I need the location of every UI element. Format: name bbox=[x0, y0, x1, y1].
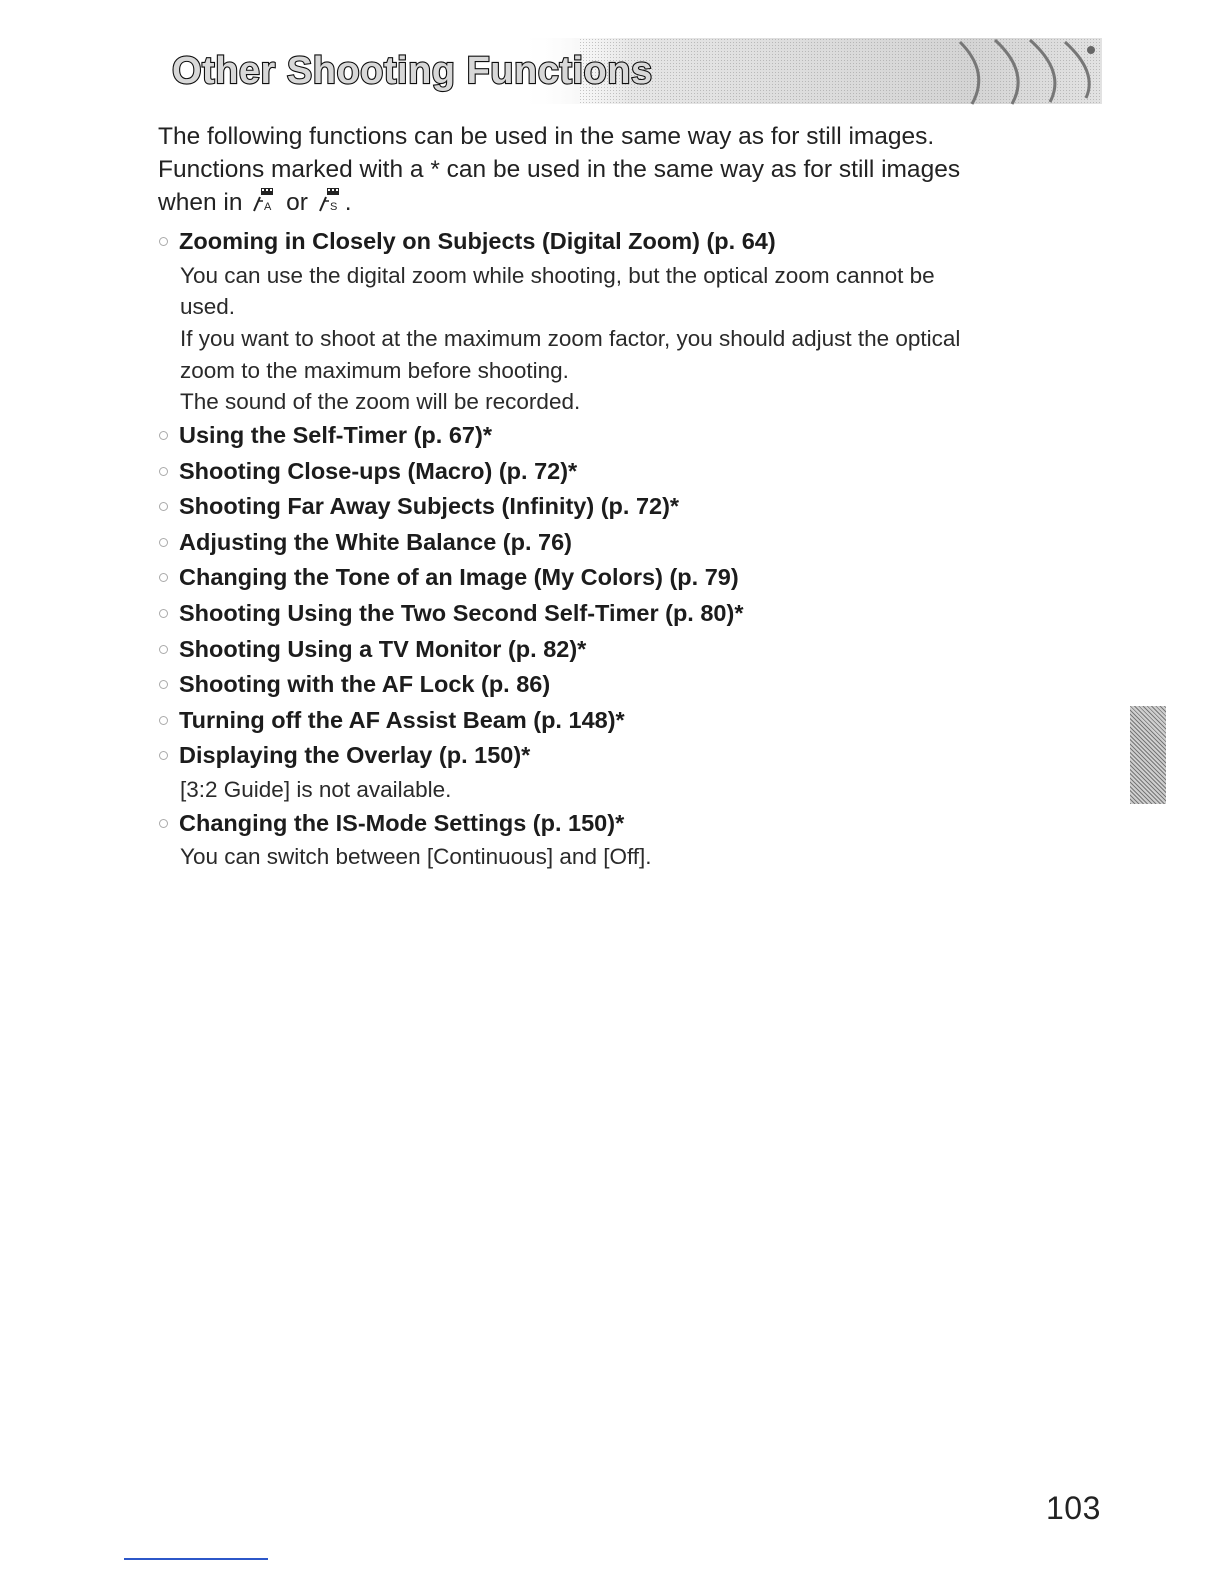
list-item bbox=[158, 703, 1118, 739]
decoration-dot bbox=[1087, 46, 1095, 54]
item-heading: Shooting with the AF Lock (p. 86) bbox=[179, 671, 551, 698]
item-heading: Turning off the AF Assist Beam (p. 148)* bbox=[179, 706, 625, 733]
svg-text:S: S bbox=[329, 201, 338, 213]
intro-text: when in bbox=[158, 189, 243, 216]
item-heading: Using the Self-Timer (p. 67)* bbox=[179, 422, 492, 449]
item-note: If you want to shoot at the maximum zoom factor, you should adjust the optical bbox=[180, 326, 961, 351]
list-item bbox=[158, 806, 1118, 873]
list-item bbox=[158, 596, 1118, 632]
item-heading: Displaying the Overlay (p. 150)* bbox=[179, 742, 531, 769]
item-note: The sound of the zoom will be recorded. bbox=[180, 389, 581, 415]
svg-text:A: A bbox=[264, 201, 272, 213]
bullet-icon bbox=[159, 680, 168, 689]
item-note: used. bbox=[180, 294, 236, 320]
item-heading: Shooting Close-ups (Macro) (p. 72)* bbox=[179, 457, 578, 484]
bullet-icon bbox=[159, 237, 168, 246]
item-heading: Changing the IS-Mode Settings (p. 150)* bbox=[179, 809, 625, 836]
bullet-icon bbox=[159, 431, 168, 440]
item-heading: Shooting Using a TV Monitor (p. 82)* bbox=[179, 635, 587, 662]
item-note: You can use the digital zoom while shooting, but the optical zoom cannot be bbox=[180, 262, 935, 288]
bullet-icon bbox=[159, 502, 168, 511]
page-number: 103 bbox=[1046, 1490, 1101, 1526]
list-item bbox=[158, 224, 1118, 418]
intro-line: The following functions can be used in the same way as for still images. bbox=[158, 123, 935, 150]
intro-text: . bbox=[344, 189, 352, 216]
item-note: You can switch between [Continuous] and [Off]. bbox=[180, 844, 652, 870]
bullet-icon bbox=[159, 645, 168, 654]
intro-line-modes bbox=[158, 186, 1118, 219]
list-item bbox=[158, 489, 1118, 525]
list-item bbox=[158, 738, 1118, 805]
list-item bbox=[158, 632, 1118, 668]
item-note: zoom to the maximum before shooting. bbox=[180, 357, 569, 383]
section-title-band bbox=[160, 36, 1102, 108]
movie-mode-a-icon bbox=[251, 187, 277, 213]
list-item bbox=[158, 454, 1118, 490]
item-heading: Changing the Tone of an Image (My Colors) (p. 79) bbox=[179, 564, 739, 591]
item-note: [3:2 Guide] is not available. bbox=[180, 777, 452, 803]
bullet-icon bbox=[159, 609, 168, 618]
bullet-icon bbox=[159, 467, 168, 476]
bullet-icon bbox=[159, 573, 168, 582]
bullet-icon bbox=[159, 819, 168, 828]
item-heading: Zooming in Closely on Subjects (Digital Zoom) (p. 64) bbox=[179, 228, 776, 254]
bullet-icon bbox=[159, 538, 168, 547]
bullet-icon bbox=[159, 751, 168, 760]
intro-text: or bbox=[286, 189, 308, 216]
item-heading: Shooting Far Away Subjects (Infinity) (p. 72)* bbox=[179, 493, 680, 520]
footer-rule bbox=[124, 1558, 268, 1560]
intro-line: Functions marked with a * can be used in the same way as for still images bbox=[158, 156, 961, 183]
list-item bbox=[158, 525, 1118, 561]
item-heading: Shooting Using the Two Second Self-Timer (p. 80)* bbox=[179, 600, 744, 627]
function-list bbox=[158, 224, 1118, 873]
movie-mode-s-icon bbox=[317, 187, 343, 213]
list-item bbox=[158, 418, 1118, 454]
page-title: Other Shooting Functions bbox=[172, 50, 653, 92]
list-item bbox=[158, 667, 1118, 703]
bullet-icon bbox=[159, 716, 168, 725]
list-item bbox=[158, 560, 1118, 596]
item-heading: Adjusting the White Balance (p. 76) bbox=[179, 528, 573, 555]
intro-paragraph bbox=[158, 120, 1118, 219]
chapter-side-tab bbox=[1130, 706, 1166, 804]
